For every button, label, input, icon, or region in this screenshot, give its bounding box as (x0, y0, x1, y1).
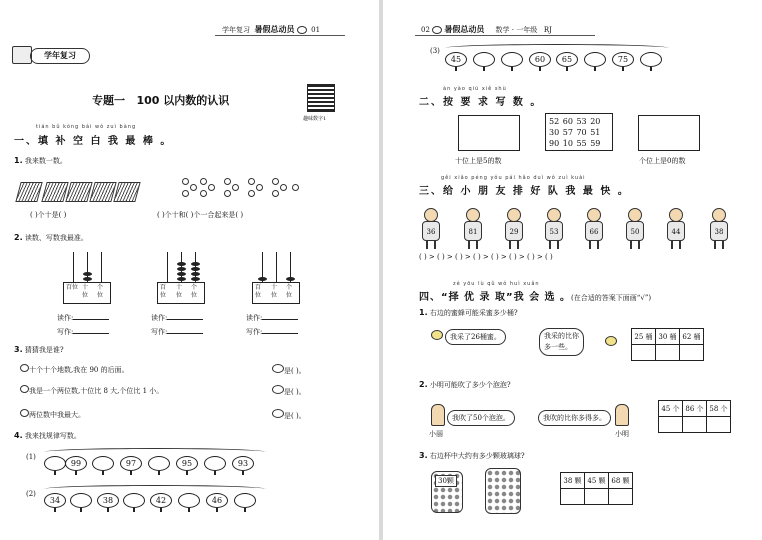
kid-number: 38 (710, 221, 728, 241)
mascot-icon (297, 26, 307, 34)
header-review-label: 学年复习 (222, 26, 250, 34)
check-cell[interactable] (683, 417, 707, 433)
cube-bundle (89, 182, 116, 202)
read-line-3[interactable] (246, 312, 298, 323)
r3-heading (419, 451, 525, 461)
header-rule (415, 35, 595, 36)
jar-label: 30颗 (435, 475, 457, 487)
circle (224, 190, 231, 197)
bubble-line: 多一些。 (544, 343, 572, 351)
pool-number: 30 (549, 128, 560, 137)
animal-face-icon (272, 385, 284, 394)
lantern-blank[interactable] (640, 52, 662, 67)
q1-num: 1. (14, 156, 23, 165)
q3-text: 猜猜我是谁? (24, 346, 64, 354)
pool-number: 90 (549, 139, 560, 148)
r1-heading (419, 308, 518, 318)
abacus-bead (177, 262, 186, 266)
circle (190, 184, 197, 191)
qr-caption: 趣味数字1 (303, 116, 327, 122)
sec1-heading (14, 132, 172, 147)
option-cell: 58 个 (707, 401, 731, 417)
header-subject: 数学 · 一年级 (495, 26, 538, 34)
circle (224, 178, 231, 185)
write-line-3[interactable] (246, 326, 298, 337)
abacus-rod (167, 252, 168, 282)
option-cell: 30 桶 (656, 329, 680, 345)
read-label: 读作: (246, 314, 263, 322)
speech-bubble: 我吹的比你多得多。 (538, 410, 611, 426)
sec4-pinyin: zé yōu lù qǔ wǒ huì xuǎn (453, 281, 540, 287)
lantern: 97 (120, 456, 142, 471)
right-header (421, 24, 552, 35)
abacus-bead (286, 277, 295, 281)
right-page (383, 0, 762, 540)
check-cell[interactable] (585, 489, 609, 505)
pool-number: 70 (576, 128, 587, 137)
q4-row1-label: (1) (26, 453, 36, 461)
circle (292, 184, 299, 191)
read-line-2[interactable] (151, 312, 203, 323)
option-cell: 68 颗 (609, 473, 633, 489)
answer-box-tens-5[interactable] (458, 115, 520, 151)
circle (280, 184, 287, 191)
sec3-num: 三、 (419, 186, 443, 197)
sec4-text: “择 优 录 取”我 会 选 。 (441, 292, 572, 303)
kid-figure (709, 208, 729, 250)
abacus-bead (191, 272, 200, 276)
header-page-number: 01 (311, 26, 321, 34)
q4-heading (14, 431, 81, 441)
animal-face-icon (20, 385, 29, 393)
place-ones: 个位 (97, 284, 104, 299)
q3-clue-3 (20, 409, 85, 420)
q4-row3-label: (3) (430, 47, 440, 55)
q3-clue-2-text: 我是一个两位数,十位比 8 大,个位比 1 小。 (29, 387, 164, 395)
lantern-blank[interactable] (123, 493, 145, 508)
sec2-heading (419, 93, 542, 108)
place-ones: 个位 (286, 284, 293, 299)
lantern: 65 (556, 52, 578, 67)
sec2-pinyin: àn yào qiú xiě shù (443, 86, 507, 92)
cube-bundle (65, 182, 92, 202)
header-brand: 暑假总动员 (254, 25, 295, 34)
r1-options-table (631, 328, 704, 361)
jar-large (485, 468, 521, 514)
lantern-blank[interactable] (473, 52, 495, 67)
q4-text: 我来找规律写数。 (24, 432, 81, 440)
bee-icon (431, 330, 443, 340)
circle (182, 190, 189, 197)
kid-number: 50 (626, 221, 644, 241)
boy-icon (615, 404, 629, 426)
circle (248, 178, 255, 185)
lantern-blank[interactable] (204, 456, 226, 471)
cube-bundle (113, 182, 140, 202)
caption-ones-0: 个位上是0的数 (639, 157, 686, 165)
kid-number: 29 (505, 221, 523, 241)
pool-number: 55 (576, 139, 587, 148)
mascot-icon (432, 26, 442, 34)
title-main: 100 以内数的认识 (136, 94, 230, 107)
animal-face-icon (272, 364, 284, 373)
abacus-bead (191, 277, 200, 281)
number-pool (549, 116, 613, 149)
speech-bubble (539, 328, 584, 356)
circle (232, 184, 239, 191)
option-cell: 38 颗 (561, 473, 585, 489)
q4-num: 4. (14, 431, 23, 440)
option-cell: 45 个 (659, 401, 683, 417)
circle (200, 190, 207, 197)
kid-figure (666, 208, 686, 250)
pool-number: 52 (549, 117, 560, 126)
speech-bubble: 我采了26桶蜜。 (445, 329, 506, 345)
animal-face-icon (272, 409, 284, 418)
option-cell: 45 颗 (585, 473, 609, 489)
check-cell[interactable] (561, 489, 585, 505)
book-icon (12, 46, 32, 64)
r2-num: 2. (419, 380, 428, 389)
lantern-blank[interactable] (584, 52, 606, 67)
write-label: 写作: (151, 328, 168, 336)
qr-code (307, 84, 335, 112)
lantern-blank[interactable] (148, 456, 170, 471)
write-label: 写作: (246, 328, 263, 336)
sec4-heading (419, 288, 651, 303)
q3-clue-2 (20, 385, 163, 396)
lantern: 34 (44, 493, 66, 508)
kid-figure (544, 208, 564, 250)
abacus-rod (101, 252, 102, 282)
left-page (0, 0, 379, 540)
lantern: 99 (65, 456, 87, 471)
abacus-bead (177, 277, 186, 281)
lantern: 60 (529, 52, 551, 67)
left-header (222, 24, 320, 35)
header-rule (215, 35, 345, 36)
cube-bundle (15, 182, 42, 202)
option-cell: 25 桶 (632, 329, 656, 345)
sec1-num: 一、 (14, 136, 38, 147)
kid-figure (504, 208, 524, 250)
page-title (92, 92, 229, 108)
q2-num: 2. (14, 233, 23, 242)
place-hundreds: 百位 (255, 284, 262, 299)
lantern: 38 (97, 493, 119, 508)
r3-num: 3. (419, 451, 428, 460)
place-tens: 十位 (82, 284, 89, 299)
place-tens: 十位 (271, 284, 278, 299)
lantern-blank[interactable] (92, 456, 114, 471)
q2-text: 读数、写数我最准。 (24, 234, 88, 242)
check-cell[interactable] (632, 345, 656, 361)
q4-row2-label: (2) (26, 490, 36, 498)
sec4-note: (在合适的答案下面画“√”) (571, 294, 652, 302)
lantern: 93 (232, 456, 254, 471)
check-cell[interactable] (656, 345, 680, 361)
r2-heading (419, 380, 511, 390)
pool-number: 10 (562, 139, 573, 148)
pool-number: 53 (576, 117, 587, 126)
answer-text: 是( )。 (284, 412, 306, 420)
abacus-rod (73, 252, 74, 282)
kid-number: 81 (464, 221, 482, 241)
write-line-1[interactable] (57, 326, 109, 337)
q1-heading (14, 156, 67, 166)
circle (182, 178, 189, 185)
lantern: 46 (206, 493, 228, 508)
lantern: 45 (445, 52, 467, 67)
lantern-blank[interactable] (234, 493, 256, 508)
check-cell[interactable] (609, 489, 633, 505)
sec3-pinyin: gěi xiǎo péng yǒu pái hǎo duì wǒ zuì kuài (441, 175, 586, 181)
cube-bundle (41, 182, 68, 202)
speech-bubble: 我吹了50个泡泡。 (447, 410, 515, 426)
read-label: 读作: (151, 314, 168, 322)
title-prefix: 专题一 (92, 94, 125, 107)
pool-number: 57 (562, 128, 573, 137)
sec2-text: 按 要 求 写 数 。 (443, 97, 543, 108)
kid-number: 44 (667, 221, 685, 241)
header-brand: 暑假总动员 (444, 25, 485, 34)
animal-face-icon (20, 364, 29, 372)
girl-icon (431, 404, 445, 426)
string-line (44, 448, 266, 456)
answer-text: 是( )。 (284, 388, 306, 396)
answer-box-ones-0[interactable] (638, 115, 700, 151)
place-hundreds: 百位 (66, 284, 79, 291)
circle (272, 190, 279, 197)
header-page-number: 02 (421, 26, 430, 34)
q1-text: 我来数一数。 (24, 157, 67, 165)
lantern-blank[interactable] (178, 493, 200, 508)
circle (208, 184, 215, 191)
q2-heading (14, 233, 88, 243)
kid-figure (421, 208, 441, 250)
kid-figure (584, 208, 604, 250)
q3-answer-2[interactable] (272, 385, 306, 397)
bee-icon (605, 336, 617, 346)
pool-number: 20 (590, 117, 601, 126)
lantern: 42 (150, 493, 172, 508)
kid-figure (463, 208, 483, 250)
r1-num: 1. (419, 308, 428, 317)
abacus-bead (83, 277, 92, 281)
caption-tens-5: 十位上是5的数 (455, 157, 502, 165)
header-edition: RJ (543, 26, 552, 34)
abacus-bead (177, 272, 186, 276)
place-hundreds: 百位 (160, 284, 167, 299)
abacus-bead (177, 267, 186, 271)
r2-text: 小明可能吹了多少个泡泡? (429, 381, 511, 389)
q3-clue-3-text: 两位数中我最大。 (29, 411, 85, 419)
name-label: 小明 (615, 430, 629, 438)
q3-num: 3. (14, 345, 23, 354)
circle (256, 184, 263, 191)
sec2-num: 二、 (419, 97, 443, 108)
place-tens: 十位 (176, 284, 183, 299)
kid-figure (625, 208, 645, 250)
q3-clue-1-text: 十个十个地数,我在 90 的后面。 (29, 366, 129, 374)
lantern: 75 (612, 52, 634, 67)
string-line (44, 485, 266, 493)
r1-text: 右边的蜜蜂可能采蜜多少桶? (429, 309, 518, 317)
q3-heading (14, 345, 64, 355)
sec4-num: 四、 (419, 292, 441, 303)
q3-answer-3[interactable] (272, 409, 306, 421)
pool-number: 59 (590, 139, 601, 148)
string-line (445, 44, 669, 52)
check-cell[interactable] (680, 345, 704, 361)
kid-number: 36 (422, 221, 440, 241)
abacus-bead (191, 267, 200, 271)
r2-options-table (658, 400, 731, 433)
option-cell: 86 个 (683, 401, 707, 417)
q3-clue-1 (20, 364, 129, 375)
abacus-bead (83, 272, 92, 276)
r3-options-table (560, 472, 633, 505)
sec1-pinyin: tián bǔ kòng bái wǒ zuì bàng (36, 124, 137, 130)
name-label: 小丽 (429, 430, 443, 438)
circle (248, 190, 255, 197)
sec3-heading (419, 182, 630, 197)
section-badge: 学年复习 (30, 48, 90, 64)
q1-fill-a[interactable]: ( )个十是( ) (30, 211, 67, 219)
check-cell[interactable] (707, 417, 731, 433)
abacus-bead (258, 277, 267, 281)
pool-number: 60 (562, 117, 573, 126)
write-line-2[interactable] (151, 326, 203, 337)
bubble-line: 我采的比你 (544, 332, 579, 340)
order-answer-row[interactable]: ( ) > ( ) > ( ) > ( ) > ( ) > ( ) > ( ) > ( ) (419, 253, 553, 261)
kid-number: 53 (545, 221, 563, 241)
lantern: 95 (176, 456, 198, 471)
animal-face-icon (20, 409, 29, 417)
read-label: 读作: (57, 314, 74, 322)
place-ones: 个位 (191, 284, 198, 299)
abacus-bead (191, 262, 200, 266)
sec3-text: 给 小 朋 友 排 好 队 我 最 快 。 (443, 186, 630, 197)
circle (200, 178, 207, 185)
r3-text: 右边杯中大约有多少颗玻璃球? (429, 452, 525, 460)
q1-fill-b[interactable]: ( )个十和( )个一合起来是( ) (157, 211, 244, 219)
circle (272, 178, 279, 185)
check-cell[interactable] (659, 417, 683, 433)
abacus-rod (276, 252, 277, 282)
write-label: 写作: (57, 328, 74, 336)
answer-text: 是( )。 (284, 367, 306, 375)
lantern-blank[interactable] (70, 493, 92, 508)
kid-number: 66 (585, 221, 603, 241)
read-line-1[interactable] (57, 312, 109, 323)
option-cell: 62 桶 (680, 329, 704, 345)
lantern-blank[interactable] (44, 456, 66, 471)
lantern-blank[interactable] (501, 52, 523, 67)
q3-answer-1[interactable] (272, 364, 306, 376)
sec1-text: 填 补 空 白 我 最 棒 。 (38, 136, 173, 147)
pool-number: 51 (590, 128, 601, 137)
